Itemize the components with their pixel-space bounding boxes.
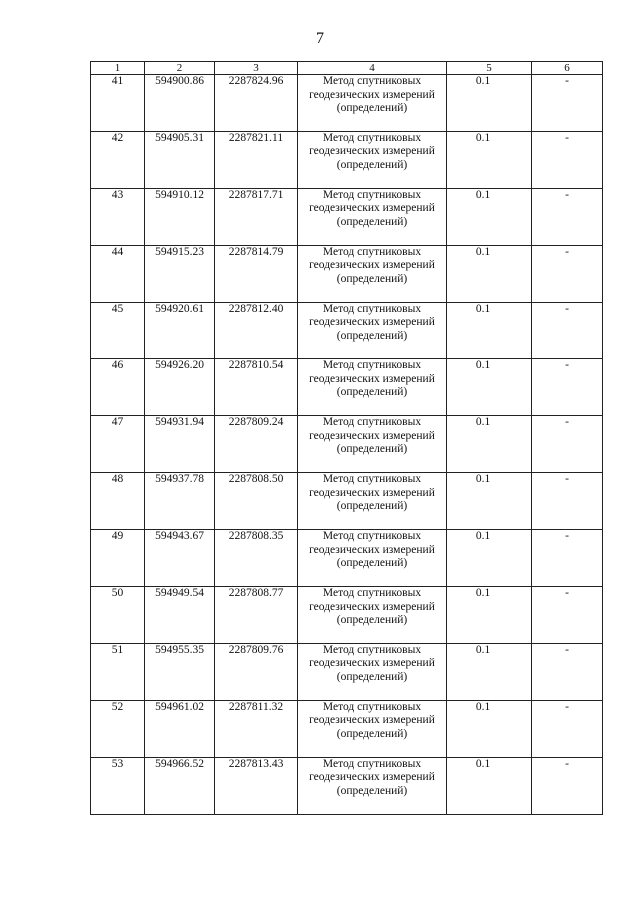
accuracy-value: 0.1 [475,302,491,315]
point-number-cell: 45 [91,302,145,359]
table-row [91,757,603,814]
accuracy-cell [447,757,532,814]
table-row [91,587,603,644]
method-cell: Метод спутниковых геодезических измерений (определений) [298,700,447,757]
point-number-cell: 49 [91,530,145,587]
header-col-4: 4 [298,62,447,75]
point-number-cell: 48 [91,473,145,530]
accuracy-cell [447,359,532,416]
page-number: 7 [316,30,324,47]
accuracy-cell [447,131,532,188]
header-col-3: 3 [215,62,298,75]
x-coordinate-cell: 594961.02 [145,700,215,757]
note-cell: - [532,643,603,700]
method-cell: Метод спутниковых геодезических измерений (определений) [298,757,447,814]
method-cell: Метод спутниковых геодезических измерений (определений) [298,188,447,245]
table-body [91,75,603,815]
y-coordinate-cell: 2287817.71 [215,188,298,245]
x-coordinate-cell: 594943.67 [145,530,215,587]
accuracy-cell [447,245,532,302]
y-coordinate-cell: 2287809.76 [215,643,298,700]
y-coordinate-cell: 2287821.11 [215,131,298,188]
x-coordinate-cell: 594910.12 [145,188,215,245]
note-cell: - [532,700,603,757]
point-number-cell: 41 [91,75,145,132]
table-row [91,700,603,757]
y-coordinate-cell: 2287824.96 [215,75,298,132]
note-cell: - [532,359,603,416]
coordinates-table [90,61,603,815]
note-cell: - [532,757,603,814]
point-number-cell: 43 [91,188,145,245]
table-row [91,188,603,245]
table-header [91,62,603,75]
accuracy-value: 0.1 [475,245,491,258]
point-number-cell: 42 [91,131,145,188]
accuracy-value: 0.1 [475,643,491,656]
table-row [91,473,603,530]
header-row [91,62,603,75]
accuracy-value: 0.1 [475,416,491,429]
accuracy-cell [447,530,532,587]
accuracy-value: 0.1 [475,473,491,486]
method-cell: Метод спутниковых геодезических измерений (определений) [298,302,447,359]
header-col-2: 2 [145,62,215,75]
table-row [91,245,603,302]
accuracy-value: 0.1 [475,757,491,770]
method-cell: Метод спутниковых геодезических измерений (определений) [298,359,447,416]
accuracy-value: 0.1 [475,700,491,713]
method-cell: Метод спутниковых геодезических измерений (определений) [298,131,447,188]
y-coordinate-cell: 2287808.77 [215,587,298,644]
accuracy-cell [447,587,532,644]
accuracy-cell [447,302,532,359]
accuracy-cell [447,643,532,700]
y-coordinate-cell: 2287812.40 [215,302,298,359]
point-number-cell: 44 [91,245,145,302]
table-row [91,302,603,359]
y-coordinate-cell: 2287811.32 [215,700,298,757]
y-coordinate-cell: 2287808.35 [215,530,298,587]
y-coordinate-cell: 2287813.43 [215,757,298,814]
x-coordinate-cell: 594966.52 [145,757,215,814]
point-number-cell: 47 [91,416,145,473]
method-cell: Метод спутниковых геодезических измерений (определений) [298,416,447,473]
accuracy-value: 0.1 [475,587,491,600]
x-coordinate-cell: 594949.54 [145,587,215,644]
method-cell: Метод спутниковых геодезических измерений (определений) [298,245,447,302]
table-row [91,359,603,416]
table-row [91,131,603,188]
point-number-cell: 52 [91,700,145,757]
x-coordinate-cell: 594931.94 [145,416,215,473]
point-number-cell: 51 [91,643,145,700]
note-cell: - [532,530,603,587]
accuracy-cell [447,473,532,530]
x-coordinate-cell: 594920.61 [145,302,215,359]
y-coordinate-cell: 2287809.24 [215,416,298,473]
method-cell: Метод спутниковых геодезических измерений (определений) [298,473,447,530]
note-cell: - [532,245,603,302]
note-cell: - [532,587,603,644]
note-cell: - [532,473,603,530]
point-number-cell: 50 [91,587,145,644]
point-number-cell: 46 [91,359,145,416]
accuracy-value: 0.1 [475,131,491,144]
x-coordinate-cell: 594955.35 [145,643,215,700]
method-cell: Метод спутниковых геодезических измерений (определений) [298,643,447,700]
header-col-6: 6 [532,62,603,75]
method-cell: Метод спутниковых геодезических измерений (определений) [298,530,447,587]
point-number-cell: 53 [91,757,145,814]
accuracy-cell [447,700,532,757]
x-coordinate-cell: 594905.31 [145,131,215,188]
note-cell: - [532,75,603,132]
accuracy-value: 0.1 [475,530,491,543]
table-row [91,643,603,700]
accuracy-value: 0.1 [475,359,491,372]
header-col-5: 5 [447,62,532,75]
y-coordinate-cell: 2287814.79 [215,245,298,302]
accuracy-cell [447,416,532,473]
accuracy-cell [447,188,532,245]
accuracy-cell [447,75,532,132]
note-cell: - [532,416,603,473]
table-row [91,416,603,473]
table-row [91,530,603,587]
y-coordinate-cell: 2287810.54 [215,359,298,416]
y-coordinate-cell: 2287808.50 [215,473,298,530]
accuracy-value: 0.1 [475,75,491,87]
table-row [91,75,603,132]
note-cell: - [532,188,603,245]
accuracy-value: 0.1 [475,188,491,201]
x-coordinate-cell: 594926.20 [145,359,215,416]
note-cell: - [532,131,603,188]
x-coordinate-cell: 594900.86 [145,75,215,132]
header-col-1: 1 [91,62,145,75]
method-cell: Метод спутниковых геодезических измерений (определений) [298,587,447,644]
x-coordinate-cell: 594915.23 [145,245,215,302]
note-cell: - [532,302,603,359]
x-coordinate-cell: 594937.78 [145,473,215,530]
method-cell: Метод спутниковых геодезических измерений (определений) [298,75,447,132]
